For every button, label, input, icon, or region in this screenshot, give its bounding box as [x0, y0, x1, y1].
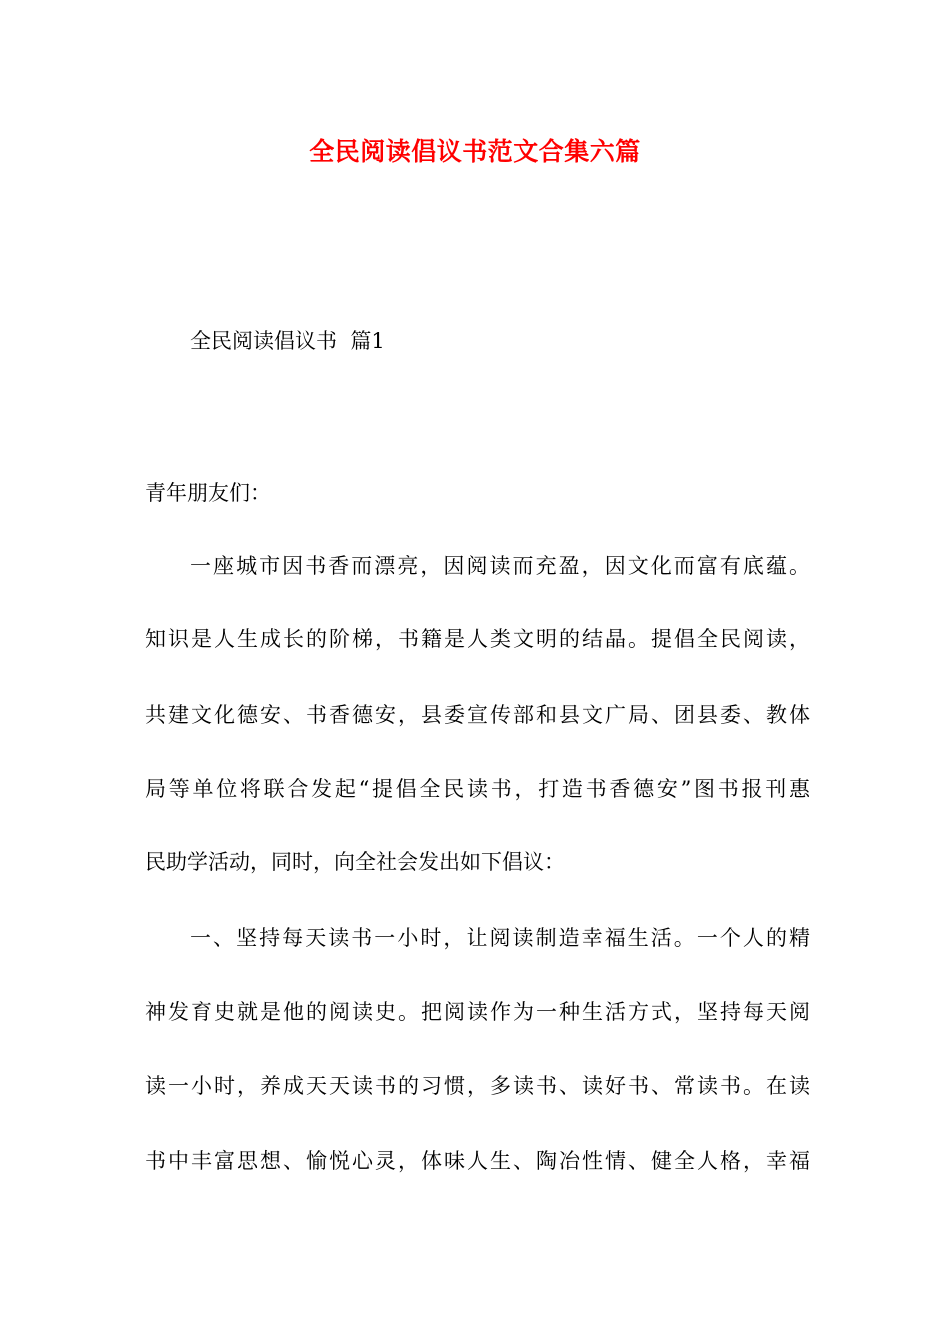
document-title: 全民阅读倡议书范文合集六篇 [309, 137, 641, 166]
greeting-line: 青年朋友们： [145, 481, 271, 505]
paragraph-1-line-5: 民助学活动，同时，向全社会发出如下倡议： [145, 850, 565, 874]
paragraph-2-line-2: 神发育史就是他的阅读史。把阅读作为一种生活方式，坚持每天阅 [145, 1000, 810, 1024]
paragraph-1-line-3: 共建文化德安、书香德安，县委宣传部和县文广局、团县委、教体 [145, 703, 810, 727]
paragraph-2-line-4: 书中丰富思想、愉悦心灵，体味人生、陶冶性情、健全人格，幸福 [145, 1149, 810, 1173]
paragraph-2-line-3: 读一小时，养成天天读书的习惯，多读书、读好书、常读书。在读 [145, 1074, 810, 1098]
paragraph-2-line-1: 一、坚持每天读书一小时，让阅读制造幸福生活。一个人的精 [190, 926, 810, 950]
paragraph-1-line-1: 一座城市因书香而漂亮，因阅读而充盈，因文化而富有底蕴。 [190, 554, 810, 578]
section-heading: 全民阅读倡议书 篇1 [190, 329, 385, 353]
paragraph-1-line-4: 局等单位将联合发起“提倡全民读书，打造书香德安”图书报刊惠 [145, 777, 810, 801]
paragraph-1-line-2: 知识是人生成长的阶梯，书籍是人类文明的结晶。提倡全民阅读， [145, 627, 810, 651]
